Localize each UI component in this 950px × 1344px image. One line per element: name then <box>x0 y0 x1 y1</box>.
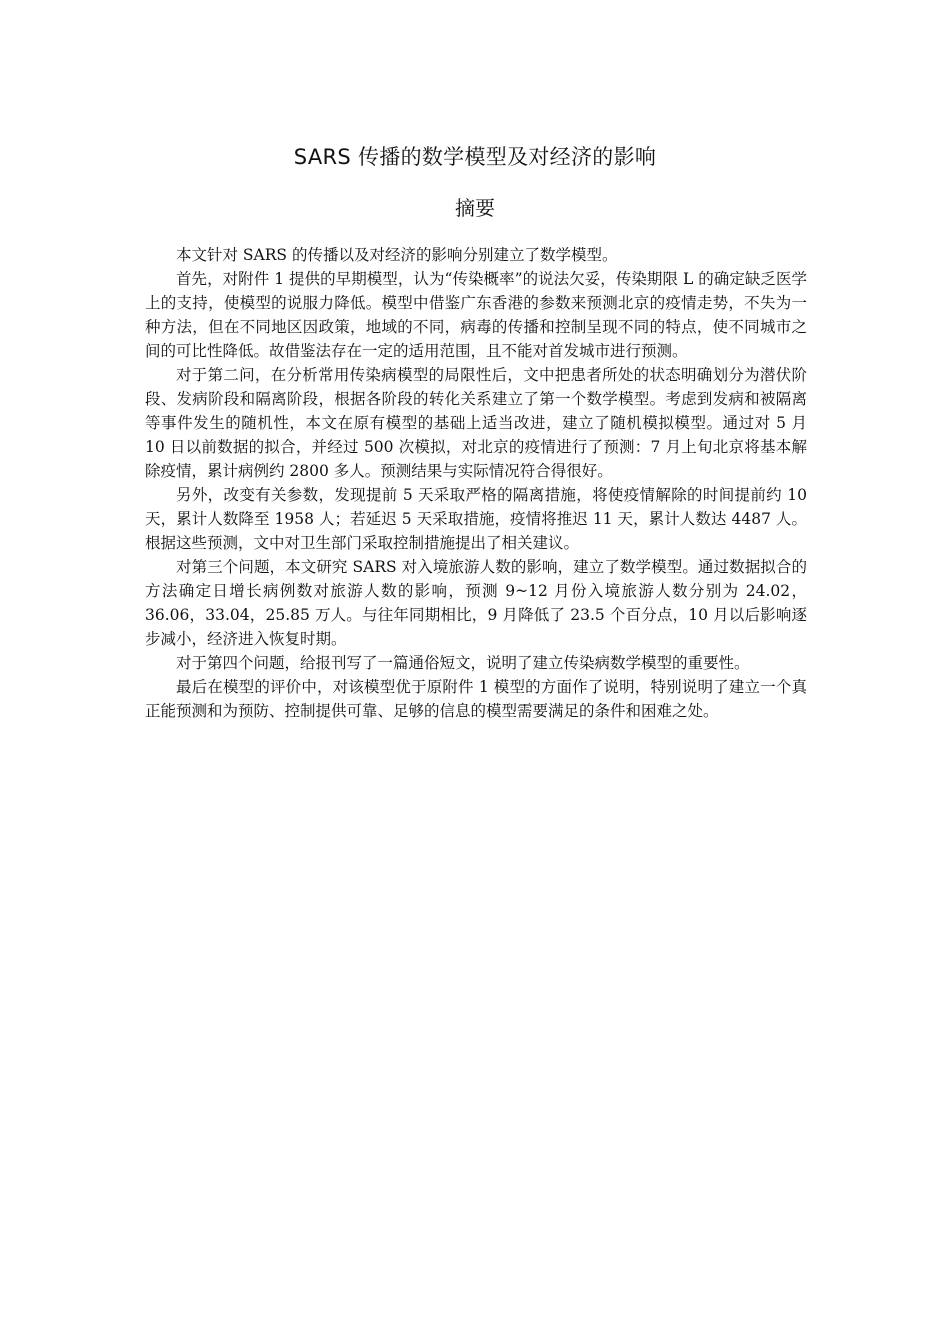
abstract-heading: 摘要 <box>455 196 495 220</box>
abstract-paragraph: 最后在模型的评价中，对该模型优于原附件 1 模型的方面作了说明，特别说明了建立一个真正能预测和为预防、控制提供可靠、足够的信息的模型需要满足的条件和困难之处。 <box>145 678 807 720</box>
abstract-paragraph: 本文针对 SARS 的传播以及对经济的影响分别建立了数学模型。 <box>176 246 618 264</box>
paper-title: SARS 传播的数学模型及对经济的影响 <box>293 145 657 169</box>
abstract-paragraph: 另外，改变有关参数，发现提前 5 天采取严格的隔离措施，将使疫情解除的时间提前约 10 天，累计人数降至 1958 人；若延迟 5 天采取措施，疫情将推迟 11 天，累计人数达 4487 人。根据这些预测，文中对卫生部门采取控制措施提出了相关建议。 <box>145 486 807 552</box>
abstract-paragraph: 对于第二问，在分析常用传染病模型的局限性后，文中把患者所处的状态明确划分为潜伏阶段、发病阶段和隔离阶段，根据各阶段的转化关系建立了第一个数学模型。考虑到发病和被隔离等事件发生的随机性，本文在原有模型的基础上适当改进，建立了随机模拟模型。通过对 5 月 10 日以前数据的拟合，并经过 500 次模拟，对北京的疫情进行了预测：7 月上旬北京将基本解除疫情，累计病例约 2800 多人。预测结果与实际情况符合得很好。 <box>145 366 807 480</box>
abstract-paragraph: 对第三个问题，本文研究 SARS 对入境旅游人数的影响，建立了数学模型。通过数据拟合的方法确定日增长病例数对旅游人数的影响，预测 9~12 月份入境旅游人数分别为 24.02，36.06，33.04，25.85 万人。与往年同期相比，9 月降低了 23.5 个百分点，10 月以后影响逐步减小，经济进入恢复时期。 <box>145 558 807 648</box>
abstract-paragraph: 对于第四个问题，给报刊写了一篇通俗短文，说明了建立传染病数学模型的重要性。 <box>176 654 750 672</box>
abstract-body <box>145 243 807 723</box>
abstract-paragraph: 首先，对附件 1 提供的早期模型，认为“传染概率”的说法欠妥，传染期限 L 的确定缺乏医学上的支持，使模型的说服力降低。模型中借鉴广东香港的参数来预测北京的疫情走势，不失为一种方法，但在不同地区因政策，地域的不同，病毒的传播和控制呈现不同的特点，使不同城市之间的可比性降低。故借鉴法存在一定的适用范围，且不能对首发城市进行预测。 <box>145 270 807 360</box>
